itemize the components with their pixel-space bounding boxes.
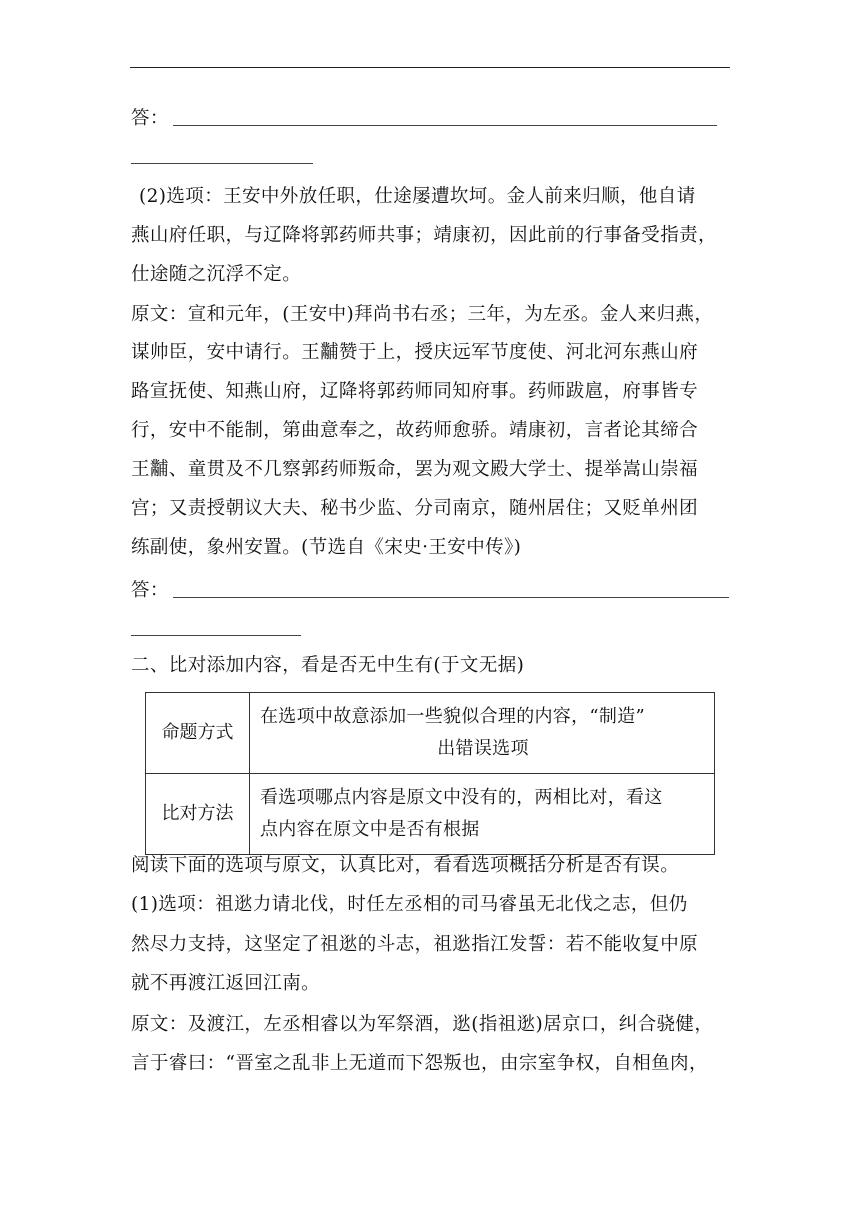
answer-blank-line[interactable] xyxy=(173,125,717,126)
q2-original-line: 谋帅臣，安中请行。王黼赞于上，授庆远军节度使、河北河东燕山府 xyxy=(131,342,699,363)
instruction-text: 阅读下面的选项与原文，认真比对，看看选项概括分析是否有误。 xyxy=(131,855,680,876)
table-label-cell: 命题方式 xyxy=(146,693,250,774)
q1-original-line: 言于睿曰：“晋室之乱非上无道而下怨叛也，由宗室争权，自相鱼肉， xyxy=(131,1053,708,1074)
q2-option-line: 仕途随之沉浮不定。 xyxy=(131,264,302,285)
q1-option-line: 就不再渡江返回江南。 xyxy=(131,973,321,994)
table-content-line: 点内容在原文中是否有根据 xyxy=(260,819,480,840)
answer-blank-line[interactable] xyxy=(173,597,729,598)
q2-option-line: 燕山府任职，与辽降将郭药师共事；靖康初，因此前的行事备受指责， xyxy=(131,225,717,246)
q1-original-line: 原文：及渡江，左丞相睿以为军祭酒，逖(指祖逖)居京口，纠合骁健， xyxy=(131,1014,714,1035)
top-rule xyxy=(130,67,730,68)
q2-original-line: 原文：宣和元年，(王安中)拜尚书右丞；三年，为左丞。金人来归燕， xyxy=(131,304,714,325)
answer-blank-continuation[interactable] xyxy=(131,635,301,636)
q2-original-line: 路宣抚使、知燕山府，辽降将郭药师同知府事。药师跋扈，府事皆专 xyxy=(131,381,699,402)
answer-label: 答： xyxy=(131,108,169,129)
q2-original-line: 练副使，象州安置。(节选自《宋史·王安中传》) xyxy=(131,537,522,558)
table-content-cell xyxy=(250,693,715,774)
answer-label: 答： xyxy=(131,580,169,601)
table-content-cell xyxy=(250,774,715,855)
q1-option-line: (1)选项：祖逖力请北伐，时任左丞相的司马睿虽无北伐之志，但仍 xyxy=(131,894,688,915)
q2-original-line: 行，安中不能制，第曲意奉之，故药师愈骄。靖康初，言者论其缔合 xyxy=(131,420,699,441)
q2-option-line: (2)选项：王安中外放任职，仕途屡遭坎坷。金人前来归顺，他自请 xyxy=(139,186,696,207)
answer-blank-continuation[interactable] xyxy=(131,163,313,164)
method-table xyxy=(145,692,715,855)
table-content-line: 看选项哪点内容是原文中没有的，两相比对，看这 xyxy=(260,787,663,808)
q1-option-line: 然尽力支持，这坚定了祖逖的斗志，祖逖指江发誓：若不能收复中原 xyxy=(131,934,699,955)
table-row xyxy=(146,774,715,855)
q2-original-line: 宫；又责授朝议大夫、秘书少监、分司南京，随州居住；又贬单州团 xyxy=(131,498,699,519)
q2-original-line: 王黼、童贯及不几察郭药师叛命，罢为观文殿大学士、提举嵩山崇福 xyxy=(131,459,699,480)
section-heading: 二、比对添加内容，看是否无中生有(于文无据) xyxy=(131,655,525,676)
table-content-line: 在选项中故意添加一些貌似合理的内容，“制造” xyxy=(260,706,646,727)
table-row xyxy=(146,693,715,774)
table-label-cell: 比对方法 xyxy=(146,774,250,855)
table-content-line: 出错误选项 xyxy=(437,738,529,759)
